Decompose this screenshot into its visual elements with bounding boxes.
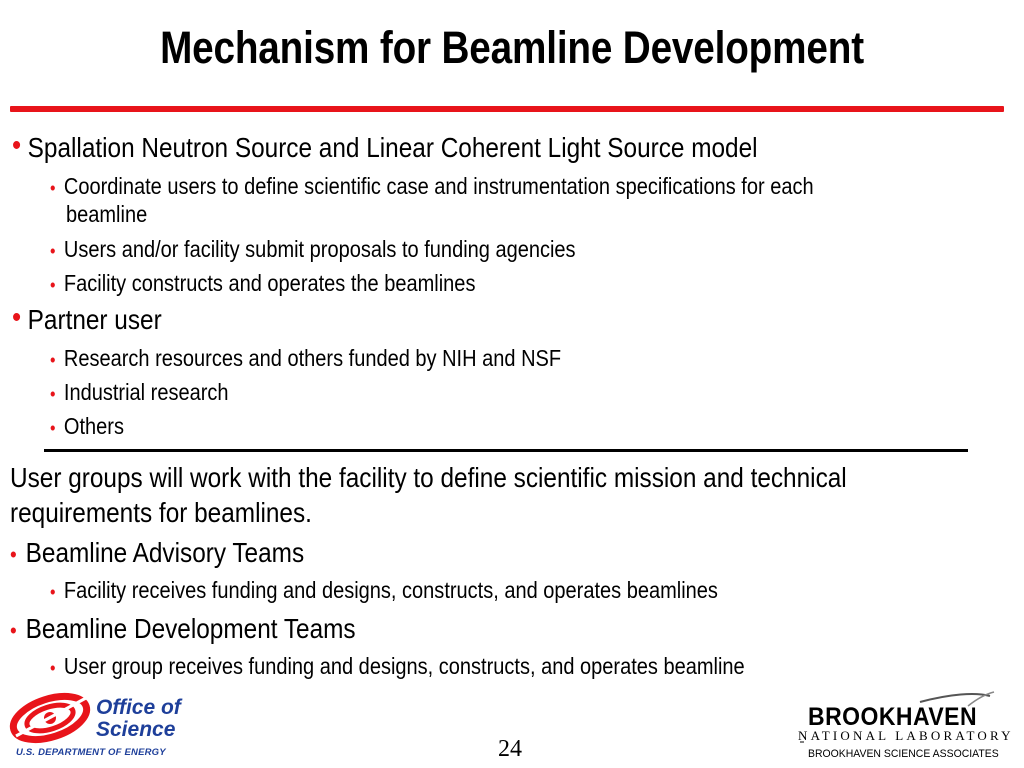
sub-bullet-icon: • [50,241,56,261]
sub-bullet-icon: • [50,384,56,404]
sub-bullet-item [50,653,745,680]
sub-bullet-text: Research resources and others funded by NIH and NSF [63,345,562,371]
office-of-science-wordmark [96,697,181,741]
sub-bullet-text: beamline [66,201,148,227]
bullet-item [12,303,162,337]
section-divider [44,449,968,452]
sub-bullet-icon: • [50,582,56,602]
sub-bullet-item [50,270,475,297]
sub-bullet-text: Industrial research [63,379,229,405]
doe-subtitle: U.S. DEPARTMENT OF ENERGY [16,747,166,758]
sub-bullet-icon: • [50,658,56,678]
sub-bullet-icon: • [50,350,56,370]
bullet-text: Beamline Development Teams [25,613,356,644]
national-laboratory-text: NATIONAL LABORATORY [798,728,1014,743]
sub-bullet-text: Users and/or facility submit proposals to funding agencies [63,236,576,262]
intro-text: User groups will work with the facility to define scientific mission and technical [10,462,847,493]
bullet-item [10,613,356,645]
sub-bullet-item [50,379,229,406]
sub-bullet-icon: • [50,418,56,438]
sub-bullet-text: Facility receives funding and designs, constructs, and operates beamlines [63,577,718,603]
bullet-text: Beamline Advisory Teams [25,537,305,568]
sub-bullet-icon: • [50,178,56,198]
brookhaven-associates-text: BROOKHAVEN SCIENCE ASSOCIATES [808,748,999,760]
bullet-item [10,537,304,569]
bullet-text: Partner user [27,304,162,335]
doe-emblem-icon [8,690,92,748]
slide-title: Mechanism for Beamline Development [160,22,864,73]
page-number: 24 [498,736,522,762]
sub-bullet-item [50,173,814,200]
intro-text: requirements for beamlines. [10,497,312,528]
title-underline [10,106,1004,112]
sub-bullet-item [50,413,124,440]
sub-bullet-continuation [66,201,147,228]
sub-bullet-item [50,345,561,372]
bullet-icon: • [10,618,17,643]
brookhaven-wordmark: BROOKHAVEN [808,703,978,731]
bullet-icon: • [12,129,22,162]
sub-bullet-text: Coordinate users to define scientific case and instrumentation specifications for each [63,173,814,199]
sub-bullet-text: Facility constructs and operates the beamlines [63,270,476,296]
doe-line-2: Science [96,718,176,741]
sub-bullet-text: User group receives funding and designs, constructs, and operates beamline [63,653,745,679]
doe-line-1: Office of [96,696,181,719]
bullet-item [12,131,758,165]
sub-bullet-text: Others [63,413,124,439]
bullet-icon: • [10,542,17,567]
sub-bullet-icon: • [50,275,56,295]
sub-bullet-item [50,236,576,263]
sub-bullet-item [50,577,718,604]
bullet-icon: • [12,301,22,334]
bullet-text: Spallation Neutron Source and Linear Coherent Light Source model [27,132,758,163]
